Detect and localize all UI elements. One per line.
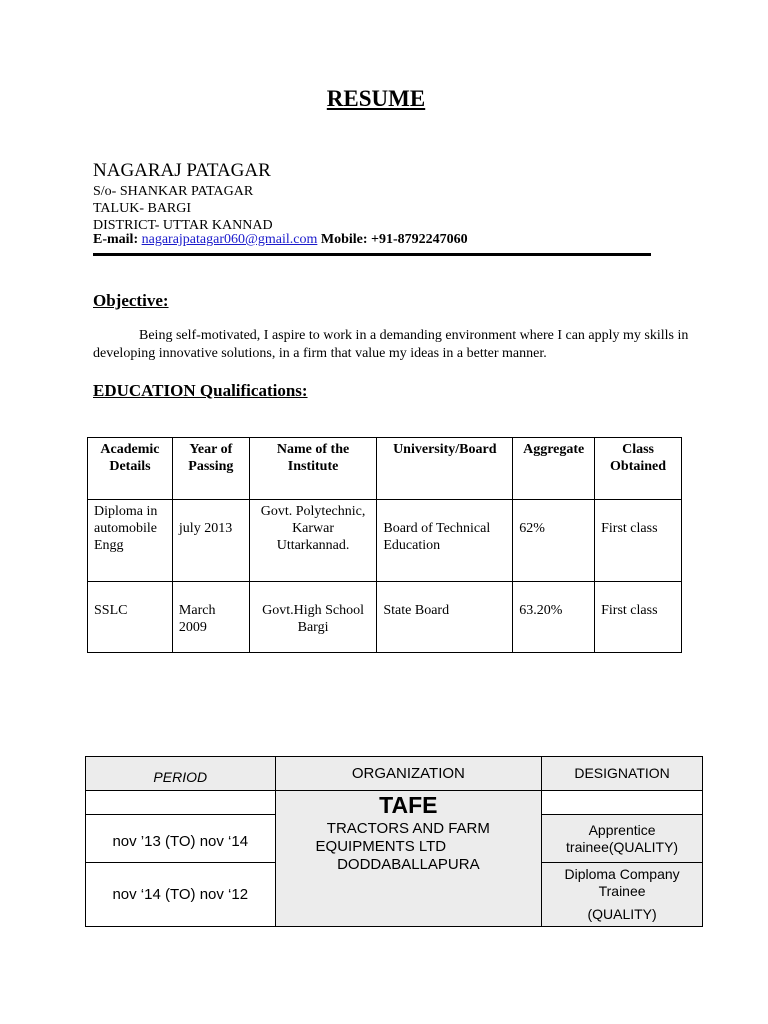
col-university-board: University/Board [377, 438, 513, 500]
col-academic-details: Academic Details [88, 438, 173, 500]
cell-institute: Govt. Polytechnic, Karwar Uttarkannad. [249, 500, 377, 582]
education-table [87, 437, 682, 653]
cell-aggregate: 62% [513, 500, 595, 582]
col-aggregate: Aggregate [513, 438, 595, 500]
education-header-row [88, 438, 682, 500]
objective-text: Being self-motivated, I aspire to work in a demanding environment where I can apply my skills in developing innovative solutions, in a firm that value my ideas in a better manner. [93, 328, 689, 361]
cell-university-board: State Board [377, 582, 513, 653]
cell-institute: Govt.High School Bargi [249, 582, 377, 653]
cell-period: nov ‘14 (TO) nov ‘12 [86, 863, 276, 927]
cell-year-of-passing: july 2013 [172, 500, 249, 582]
mobile-number: +91-8792247060 [371, 232, 468, 247]
experience-table [85, 756, 703, 927]
address-line-district: DISTRICT- UTTAR KANNAD [93, 218, 273, 233]
col-designation: DESIGNATION [542, 757, 703, 791]
education-heading: EDUCATION Qualifications: [93, 381, 308, 400]
cell-designation [542, 863, 703, 927]
designation-line: trainee(QUALITY) [566, 838, 679, 855]
cell-designation [542, 815, 703, 863]
experience-header-row [86, 757, 703, 791]
cell-aggregate: 63.20% [513, 582, 595, 653]
col-institute: Name of the Institute [249, 438, 377, 500]
organization-line: EQUIPMENTS LTD [315, 838, 447, 855]
header-divider [93, 253, 651, 256]
designation-line: Apprentice [588, 821, 656, 838]
cell-class-obtained: First class [595, 500, 682, 582]
organization-cell [275, 791, 542, 927]
address-line-taluk: TALUK- BARGI [93, 201, 192, 216]
organization-name: TAFE [379, 792, 438, 818]
contact-line [93, 232, 468, 248]
col-period: PERIOD [86, 757, 276, 791]
email-label: E-mail: [93, 232, 139, 247]
mobile-label: Mobile: [320, 232, 368, 247]
spacer-cell [86, 791, 276, 815]
cell-academic-details: SSLC [88, 582, 173, 653]
address-line-parent: S/o- SHANKAR PATAGAR [93, 184, 254, 199]
col-organization: ORGANIZATION [275, 757, 542, 791]
col-year-of-passing: Year of Passing [172, 438, 249, 500]
organization-line: DODDABALLAPURA [337, 856, 480, 873]
experience-spacer-row [86, 791, 703, 815]
page-title: RESUME [326, 86, 426, 111]
table-row [88, 582, 682, 653]
designation-line: Trainee [598, 883, 646, 899]
cell-class-obtained: First class [595, 582, 682, 653]
objective-heading: Objective: [93, 291, 169, 310]
designation-line: (QUALITY) [587, 906, 657, 922]
email-link[interactable]: nagarajpatagar060@gmail.com [141, 232, 318, 247]
spacer-cell [542, 791, 703, 815]
applicant-name: NAGARAJ PATAGAR [93, 160, 271, 181]
cell-academic-details: Diploma in automobile Engg [88, 500, 173, 582]
cell-year-of-passing: March 2009 [172, 582, 249, 653]
table-row [88, 500, 682, 582]
cell-university-board: Board of Technical Education [377, 500, 513, 582]
organization-line: TRACTORS AND FARM [326, 820, 490, 837]
col-class-obtained: Class Obtained [595, 438, 682, 500]
designation-line: Diploma Company [564, 866, 680, 882]
cell-period: nov ’13 (TO) nov ‘14 [86, 815, 276, 863]
